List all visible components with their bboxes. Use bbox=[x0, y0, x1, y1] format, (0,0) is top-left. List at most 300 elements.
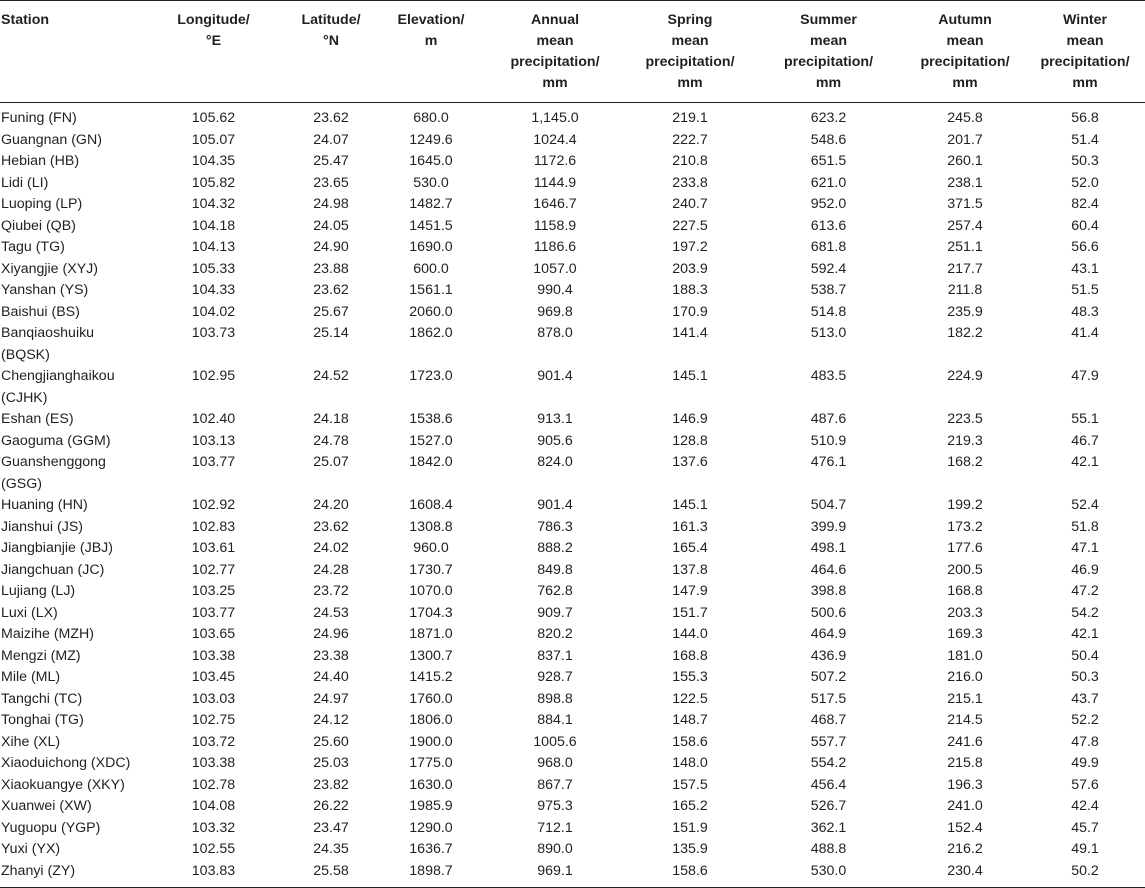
value-cell: 621.0 bbox=[810, 174, 847, 191]
station-cell: Maizihe (MZH) bbox=[1, 626, 95, 642]
value-cell: 216.2 bbox=[947, 841, 983, 857]
value-cell: 141.4 bbox=[672, 325, 708, 341]
value-cell: 969.1 bbox=[482, 861, 628, 888]
table-row bbox=[0, 818, 1145, 840]
station-cell: Lidi (LI) bbox=[1, 174, 49, 191]
value-cell: 214.5 bbox=[947, 712, 983, 728]
value-cell: 1871.0 bbox=[409, 626, 453, 642]
value-cell: 197.2 bbox=[672, 239, 708, 255]
table-row bbox=[0, 560, 1145, 582]
station-cell: Tagu (TG) bbox=[1, 239, 65, 255]
column-header: Autumn mean precipitation/ mm bbox=[905, 1, 1025, 103]
station-cell: Guangnan (GN) bbox=[1, 131, 102, 148]
value-cell: 47.2 bbox=[1071, 583, 1099, 599]
value-cell: 200.5 bbox=[947, 561, 983, 578]
value-cell: 230.4 bbox=[905, 861, 1025, 888]
value-cell: 1862.0 bbox=[409, 325, 453, 341]
value-cell: 1005.6 bbox=[533, 733, 577, 750]
table-row bbox=[0, 173, 1145, 195]
value-cell: 905.6 bbox=[537, 432, 573, 449]
value-cell: 25.14 bbox=[313, 325, 349, 341]
station-cell: Xiaoduichong (XDC) bbox=[1, 755, 131, 771]
station-cell: Qiubei (QB) bbox=[1, 217, 76, 234]
value-cell: 102.55 bbox=[191, 841, 236, 857]
station-cell: Mengzi (MZ) bbox=[1, 647, 81, 664]
table-row bbox=[0, 581, 1145, 603]
value-cell: 46.9 bbox=[1071, 561, 1099, 578]
table-row bbox=[0, 624, 1145, 646]
value-cell: 245.8 bbox=[947, 110, 983, 126]
value-cell: 25.47 bbox=[313, 153, 349, 169]
value-cell: 23.72 bbox=[313, 583, 349, 599]
value-cell: 52.4 bbox=[1071, 497, 1099, 513]
station-cell: Jiangbianjie (JBJ) bbox=[1, 540, 113, 556]
value-cell: 241.6 bbox=[947, 733, 983, 750]
station-cell: Jianshui (JS) bbox=[1, 518, 84, 535]
value-cell: 182.2 bbox=[947, 325, 983, 341]
value-cell: 24.78 bbox=[313, 432, 349, 449]
value-cell: 215.1 bbox=[947, 690, 983, 707]
table-row bbox=[0, 538, 1145, 560]
value-cell: 257.4 bbox=[947, 217, 983, 234]
table-row bbox=[0, 302, 1145, 324]
value-cell: 223.5 bbox=[947, 411, 983, 427]
value-cell: 152.4 bbox=[947, 819, 983, 836]
value-cell: 51.4 bbox=[1071, 131, 1099, 148]
value-cell: 104.35 bbox=[191, 153, 236, 169]
value-cell: 222.7 bbox=[672, 131, 708, 148]
table-row bbox=[0, 103, 1145, 130]
value-cell: 1308.8 bbox=[409, 518, 453, 535]
value-cell: 173.2 bbox=[947, 518, 983, 535]
column-header: Station bbox=[0, 1, 145, 103]
value-cell: 24.28 bbox=[313, 561, 349, 578]
station-cell: Tangchi (TC) bbox=[1, 690, 83, 707]
value-cell: 1144.9 bbox=[533, 174, 577, 191]
value-cell: 1704.3 bbox=[409, 604, 453, 621]
value-cell: 169.3 bbox=[947, 626, 983, 642]
value-cell: 102.95 bbox=[191, 368, 236, 384]
value-cell: 251.1 bbox=[947, 239, 983, 255]
value-cell: 201.7 bbox=[947, 131, 983, 148]
value-cell: 23.38 bbox=[313, 647, 349, 664]
value-cell: 188.3 bbox=[672, 282, 708, 298]
value-cell: 24.96 bbox=[313, 626, 349, 642]
table-row bbox=[0, 409, 1145, 431]
value-cell: 238.1 bbox=[947, 174, 983, 191]
value-cell: 23.47 bbox=[313, 819, 349, 836]
value-cell: 1730.7 bbox=[409, 561, 453, 578]
value-cell: 24.97 bbox=[313, 690, 349, 707]
value-cell: 1561.1 bbox=[409, 282, 453, 298]
value-cell: 1900.0 bbox=[409, 733, 453, 750]
value-cell: 145.1 bbox=[672, 497, 708, 513]
value-cell: 102.75 bbox=[191, 712, 236, 728]
station-cell: Huaning (HN) bbox=[1, 497, 88, 513]
value-cell: 26.22 bbox=[313, 798, 349, 814]
value-cell: 1646.7 bbox=[533, 196, 577, 212]
value-cell: 210.8 bbox=[672, 153, 708, 169]
value-cell: 240.7 bbox=[672, 196, 708, 212]
station-cell: Hebian (HB) bbox=[1, 153, 80, 169]
value-cell: 103.77 bbox=[191, 604, 236, 621]
value-cell: 235.9 bbox=[947, 303, 983, 320]
value-cell: 103.73 bbox=[191, 325, 236, 341]
value-cell: 1249.6 bbox=[409, 131, 453, 148]
value-cell: 196.3 bbox=[947, 776, 983, 793]
value-cell: 1608.4 bbox=[409, 497, 453, 513]
value-cell: 155.3 bbox=[672, 669, 708, 685]
table-row bbox=[0, 839, 1145, 861]
value-cell: 960.0 bbox=[413, 540, 449, 556]
column-header: Summer mean precipitation/ mm bbox=[752, 1, 905, 103]
value-cell: 1057.0 bbox=[533, 260, 577, 277]
value-cell: 147.9 bbox=[672, 583, 708, 599]
value-cell: 104.08 bbox=[191, 798, 236, 814]
value-cell: 181.0 bbox=[947, 647, 983, 664]
value-cell: 990.4 bbox=[537, 282, 573, 298]
value-cell: 1300.7 bbox=[409, 647, 453, 664]
value-cell: 56.6 bbox=[1071, 239, 1099, 255]
value-cell: 146.9 bbox=[672, 411, 708, 427]
station-cell: Zhanyi (ZY) bbox=[0, 861, 145, 888]
value-cell: 23.62 bbox=[313, 518, 349, 535]
value-cell: 969.8 bbox=[537, 303, 573, 320]
value-cell: 530.0 bbox=[413, 174, 449, 191]
station-cell: Xiaokuangye (XKY) bbox=[1, 776, 125, 793]
value-cell: 211.8 bbox=[947, 282, 983, 298]
value-cell: 49.9 bbox=[1071, 755, 1099, 771]
station-cell: Banqiaoshuiku (BQSK) bbox=[1, 325, 95, 363]
value-cell: 510.9 bbox=[810, 432, 847, 449]
value-cell: 241.0 bbox=[947, 798, 983, 814]
value-cell: 48.3 bbox=[1071, 303, 1099, 320]
station-cell: Xiyangjie (XYJ) bbox=[1, 260, 98, 277]
value-cell: 24.52 bbox=[313, 368, 349, 384]
value-cell: 82.4 bbox=[1071, 196, 1099, 212]
value-cell: 45.7 bbox=[1071, 819, 1099, 836]
station-cell: Baishui (BS) bbox=[1, 303, 80, 320]
value-cell: 928.7 bbox=[537, 669, 573, 685]
header-row bbox=[0, 1, 1145, 103]
value-cell: 215.8 bbox=[947, 755, 983, 771]
value-cell: 712.1 bbox=[537, 819, 573, 836]
value-cell: 42.1 bbox=[1071, 626, 1099, 642]
column-header: Annual mean precipitation/ mm bbox=[482, 1, 628, 103]
value-cell: 488.8 bbox=[810, 841, 847, 857]
table-row bbox=[0, 732, 1145, 754]
value-cell: 52.2 bbox=[1071, 712, 1099, 728]
table-row bbox=[0, 237, 1145, 259]
value-cell: 168.8 bbox=[947, 583, 983, 599]
table-row bbox=[0, 495, 1145, 517]
value-cell: 203.9 bbox=[672, 260, 708, 277]
station-cell: Tonghai (TG) bbox=[1, 712, 84, 728]
value-cell: 24.02 bbox=[313, 540, 349, 556]
value-cell: 104.33 bbox=[191, 282, 236, 298]
table-row bbox=[0, 689, 1145, 711]
value-cell: 55.1 bbox=[1071, 411, 1099, 427]
value-cell: 1024.4 bbox=[533, 131, 577, 148]
value-cell: 50.3 bbox=[1071, 153, 1099, 169]
table-row bbox=[0, 861, 1145, 888]
value-cell: 43.1 bbox=[1071, 260, 1099, 277]
value-cell: 24.07 bbox=[313, 131, 349, 148]
value-cell: 1775.0 bbox=[409, 755, 453, 771]
value-cell: 762.8 bbox=[537, 583, 573, 599]
value-cell: 47.9 bbox=[1071, 368, 1099, 384]
value-cell: 504.7 bbox=[810, 497, 847, 513]
value-cell: 224.9 bbox=[947, 368, 983, 384]
value-cell: 227.5 bbox=[672, 217, 708, 234]
value-cell: 1690.0 bbox=[409, 239, 453, 255]
table-header bbox=[0, 1, 1145, 103]
table-row bbox=[0, 452, 1145, 495]
value-cell: 464.6 bbox=[810, 561, 847, 578]
value-cell: 526.7 bbox=[810, 798, 847, 814]
value-cell: 824.0 bbox=[537, 454, 573, 470]
value-cell: 151.9 bbox=[672, 819, 708, 836]
value-cell: 901.4 bbox=[537, 497, 573, 513]
value-cell: 103.38 bbox=[191, 647, 236, 664]
value-cell: 137.8 bbox=[672, 561, 708, 578]
value-cell: 168.8 bbox=[672, 647, 708, 664]
value-cell: 103.77 bbox=[191, 454, 236, 470]
value-cell: 1451.5 bbox=[409, 217, 453, 234]
station-cell: Xihe (XL) bbox=[1, 733, 61, 750]
value-cell: 1842.0 bbox=[409, 454, 453, 470]
value-cell: 23.62 bbox=[313, 282, 349, 298]
value-cell: 371.5 bbox=[947, 196, 983, 212]
value-cell: 507.2 bbox=[810, 669, 847, 685]
value-cell: 362.1 bbox=[810, 819, 847, 836]
value-cell: 651.5 bbox=[810, 153, 847, 169]
station-cell: Chengjianghaikou (CJHK) bbox=[1, 368, 115, 406]
value-cell: 517.5 bbox=[810, 690, 847, 707]
station-cell: Luoping (LP) bbox=[1, 196, 83, 212]
value-cell: 51.5 bbox=[1071, 282, 1099, 298]
value-cell: 177.6 bbox=[947, 540, 983, 556]
value-cell: 968.0 bbox=[537, 755, 573, 771]
column-header: Elevation/ m bbox=[380, 1, 482, 103]
value-cell: 867.7 bbox=[537, 776, 573, 793]
value-cell: 24.90 bbox=[313, 239, 349, 255]
value-cell: 613.6 bbox=[810, 217, 847, 234]
value-cell: 557.7 bbox=[810, 733, 847, 750]
value-cell: 513.0 bbox=[810, 325, 847, 341]
value-cell: 538.7 bbox=[810, 282, 847, 298]
station-cell: Mile (ML) bbox=[1, 669, 61, 685]
value-cell: 25.58 bbox=[282, 861, 380, 888]
value-cell: 158.6 bbox=[628, 861, 752, 888]
value-cell: 952.0 bbox=[810, 196, 847, 212]
value-cell: 103.25 bbox=[191, 583, 236, 599]
value-cell: 54.2 bbox=[1071, 604, 1099, 621]
value-cell: 25.07 bbox=[313, 454, 349, 470]
value-cell: 103.72 bbox=[191, 733, 236, 750]
table-row bbox=[0, 796, 1145, 818]
value-cell: 46.7 bbox=[1071, 432, 1099, 449]
value-cell: 398.8 bbox=[810, 583, 847, 599]
value-cell: 51.8 bbox=[1071, 518, 1099, 535]
station-cell: Funing (FN) bbox=[1, 110, 77, 126]
value-cell: 24.40 bbox=[313, 669, 349, 685]
value-cell: 554.2 bbox=[810, 755, 847, 771]
value-cell: 135.9 bbox=[672, 841, 708, 857]
value-cell: 1415.2 bbox=[409, 669, 453, 685]
value-cell: 1806.0 bbox=[409, 712, 453, 728]
value-cell: 24.35 bbox=[313, 841, 349, 857]
value-cell: 105.07 bbox=[191, 131, 236, 148]
value-cell: 23.65 bbox=[313, 174, 349, 191]
table-row bbox=[0, 259, 1145, 281]
value-cell: 102.92 bbox=[191, 497, 236, 513]
table-row bbox=[0, 603, 1145, 625]
value-cell: 25.03 bbox=[313, 755, 349, 771]
value-cell: 1538.6 bbox=[409, 411, 453, 427]
value-cell: 199.2 bbox=[947, 497, 983, 513]
value-cell: 103.65 bbox=[191, 626, 236, 642]
value-cell: 1527.0 bbox=[409, 432, 453, 449]
value-cell: 1636.7 bbox=[409, 841, 453, 857]
value-cell: 103.03 bbox=[191, 690, 236, 707]
value-cell: 1,145.0 bbox=[531, 110, 579, 126]
value-cell: 151.7 bbox=[672, 604, 708, 621]
value-cell: 102.78 bbox=[191, 776, 236, 793]
value-cell: 104.18 bbox=[191, 217, 236, 234]
value-cell: 25.67 bbox=[313, 303, 349, 320]
value-cell: 102.77 bbox=[191, 561, 236, 578]
value-cell: 41.4 bbox=[1071, 325, 1099, 341]
value-cell: 47.8 bbox=[1071, 733, 1099, 750]
value-cell: 1290.0 bbox=[409, 819, 453, 836]
column-header: Winter mean precipitation/ mm bbox=[1025, 1, 1145, 103]
value-cell: 103.38 bbox=[191, 755, 236, 771]
value-cell: 102.40 bbox=[191, 411, 236, 427]
value-cell: 104.13 bbox=[191, 239, 236, 255]
table-row bbox=[0, 431, 1145, 453]
table-row bbox=[0, 216, 1145, 238]
station-cell: Yuxi (YX) bbox=[1, 841, 61, 857]
value-cell: 52.0 bbox=[1071, 174, 1099, 191]
value-cell: 1760.0 bbox=[409, 690, 453, 707]
value-cell: 681.8 bbox=[810, 239, 847, 255]
station-cell: Guanshenggong (GSG) bbox=[1, 454, 106, 492]
value-cell: 878.0 bbox=[537, 325, 573, 341]
value-cell: 476.1 bbox=[810, 454, 847, 470]
value-cell: 23.82 bbox=[313, 776, 349, 793]
value-cell: 498.1 bbox=[810, 540, 847, 556]
station-cell: Lujiang (LJ) bbox=[1, 583, 76, 599]
value-cell: 165.2 bbox=[672, 798, 708, 814]
column-header: Longitude/ °E bbox=[145, 1, 282, 103]
table-row bbox=[0, 710, 1145, 732]
value-cell: 24.53 bbox=[313, 604, 349, 621]
value-cell: 623.2 bbox=[810, 110, 847, 126]
value-cell: 50.2 bbox=[1025, 861, 1145, 888]
value-cell: 884.1 bbox=[537, 712, 573, 728]
value-cell: 487.6 bbox=[810, 411, 847, 427]
value-cell: 122.5 bbox=[672, 690, 708, 707]
value-cell: 105.33 bbox=[191, 260, 236, 277]
value-cell: 913.1 bbox=[537, 411, 573, 427]
value-cell: 1898.7 bbox=[380, 861, 482, 888]
table-row bbox=[0, 775, 1145, 797]
value-cell: 399.9 bbox=[810, 518, 847, 535]
value-cell: 1186.6 bbox=[533, 239, 577, 255]
table-row bbox=[0, 517, 1145, 539]
value-cell: 1630.0 bbox=[409, 776, 453, 793]
value-cell: 103.45 bbox=[191, 669, 236, 685]
value-cell: 148.0 bbox=[672, 755, 708, 771]
value-cell: 148.7 bbox=[672, 712, 708, 728]
value-cell: 1070.0 bbox=[409, 583, 453, 599]
table-row bbox=[0, 130, 1145, 152]
value-cell: 219.1 bbox=[672, 110, 708, 126]
value-cell: 23.88 bbox=[313, 260, 349, 277]
value-cell: 464.9 bbox=[810, 626, 847, 642]
value-cell: 468.7 bbox=[810, 712, 847, 728]
value-cell: 24.12 bbox=[313, 712, 349, 728]
value-cell: 170.9 bbox=[672, 303, 708, 320]
value-cell: 680.0 bbox=[413, 110, 449, 126]
value-cell: 157.5 bbox=[672, 776, 708, 793]
value-cell: 24.05 bbox=[313, 217, 349, 234]
value-cell: 144.0 bbox=[672, 626, 708, 642]
value-cell: 56.8 bbox=[1071, 110, 1099, 126]
value-cell: 1645.0 bbox=[409, 153, 453, 169]
value-cell: 1158.9 bbox=[533, 217, 577, 234]
value-cell: 49.1 bbox=[1071, 841, 1099, 857]
value-cell: 820.2 bbox=[537, 626, 573, 642]
value-cell: 890.0 bbox=[537, 841, 573, 857]
station-cell: Luxi (LX) bbox=[1, 604, 58, 621]
value-cell: 57.6 bbox=[1071, 776, 1099, 793]
value-cell: 483.5 bbox=[810, 368, 847, 384]
column-header: Spring mean precipitation/ mm bbox=[628, 1, 752, 103]
value-cell: 592.4 bbox=[810, 260, 847, 277]
value-cell: 600.0 bbox=[413, 260, 449, 277]
value-cell: 105.82 bbox=[191, 174, 236, 191]
value-cell: 103.32 bbox=[191, 819, 236, 836]
table-row bbox=[0, 667, 1145, 689]
value-cell: 104.32 bbox=[191, 196, 236, 212]
value-cell: 837.1 bbox=[537, 647, 573, 664]
value-cell: 1482.7 bbox=[409, 196, 453, 212]
value-cell: 23.62 bbox=[313, 110, 349, 126]
value-cell: 24.18 bbox=[313, 411, 349, 427]
table-body bbox=[0, 103, 1145, 888]
value-cell: 260.1 bbox=[947, 153, 983, 169]
station-cell: Jiangchuan (JC) bbox=[1, 561, 105, 578]
value-cell: 25.60 bbox=[313, 733, 349, 750]
value-cell: 42.4 bbox=[1071, 798, 1099, 814]
station-cell: Gaoguma (GGM) bbox=[1, 432, 111, 449]
value-cell: 909.7 bbox=[537, 604, 573, 621]
value-cell: 43.7 bbox=[1071, 690, 1099, 707]
value-cell: 888.2 bbox=[537, 540, 573, 556]
table-row bbox=[0, 323, 1145, 366]
value-cell: 103.13 bbox=[191, 432, 236, 449]
value-cell: 50.4 bbox=[1071, 647, 1099, 664]
value-cell: 47.1 bbox=[1071, 540, 1099, 556]
value-cell: 24.98 bbox=[313, 196, 349, 212]
value-cell: 216.0 bbox=[947, 669, 983, 685]
station-cell: Yuguopu (YGP) bbox=[1, 819, 101, 836]
value-cell: 219.3 bbox=[947, 432, 983, 449]
value-cell: 60.4 bbox=[1071, 217, 1099, 234]
value-cell: 548.6 bbox=[810, 131, 847, 148]
